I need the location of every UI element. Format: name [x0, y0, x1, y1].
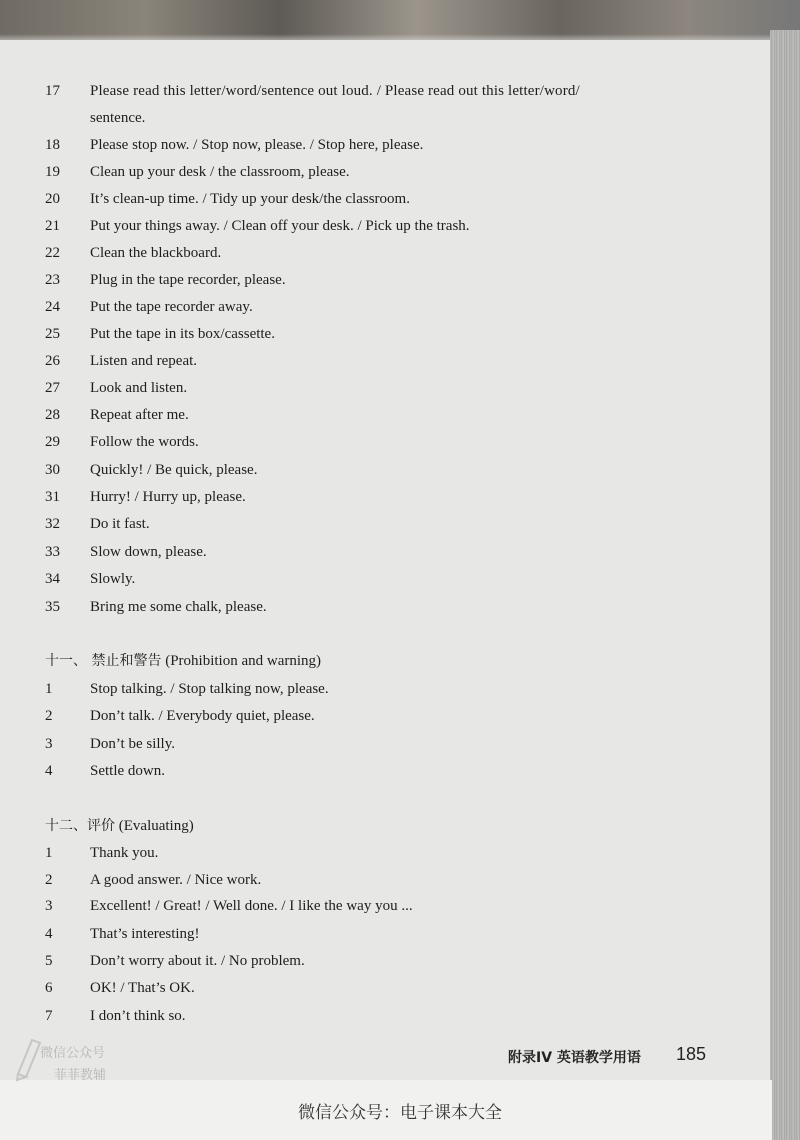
watermark-text-line2: 菲菲教辅	[54, 1068, 107, 1083]
item-number: 4	[45, 926, 53, 942]
item-text: Repeat after me.	[90, 407, 189, 423]
item-number: 19	[45, 164, 60, 180]
item-number: 34	[45, 571, 60, 587]
item-number: 4	[45, 763, 53, 779]
item-text: That’s interesting!	[90, 926, 200, 942]
item-text: I don’t think so.	[90, 1008, 186, 1024]
section-title-cn: 十二、评价	[45, 818, 115, 834]
item-text: Please read this letter/word/sentence out loud. / Please read out this letter/word/	[90, 83, 580, 99]
item-number: 24	[45, 299, 60, 315]
item-number: 31	[45, 489, 60, 505]
item-text: Bring me some chalk, please.	[90, 599, 267, 615]
item-number: 33	[45, 544, 60, 560]
item-number: 35	[45, 599, 60, 615]
section-title-en: (Prohibition and warning)	[165, 653, 322, 669]
item-text-continuation: sentence.	[90, 110, 146, 126]
section-title-cn: 十一、 禁止和警告	[45, 653, 162, 669]
item-text: Clean up your desk / the classroom, please.	[90, 164, 350, 180]
section-title-prohibition	[45, 650, 321, 672]
item-text: It’s clean-up time. / Tidy up your desk/the classroom.	[90, 191, 410, 207]
page-edge-stack	[770, 30, 800, 1140]
section-title-en: (Evaluating)	[118, 818, 194, 834]
item-number: 25	[45, 326, 60, 342]
item-number: 22	[45, 245, 60, 261]
page-number: 185	[676, 1044, 707, 1064]
item-number: 2	[45, 708, 53, 724]
item-text: Please stop now. / Stop now, please. / Stop here, please.	[90, 137, 424, 153]
item-number: 21	[45, 218, 60, 234]
section-title-evaluating	[45, 815, 194, 837]
item-text: Listen and repeat.	[90, 353, 198, 369]
item-number: 7	[45, 1008, 53, 1024]
item-number: 32	[45, 516, 60, 532]
bottom-caption: 微信公众号：电子课本大全	[298, 1103, 502, 1123]
item-text: Stop talking. / Stop talking now, please.	[90, 681, 329, 697]
item-text: Put your things away. / Clean off your desk. / Pick up the trash.	[90, 218, 470, 234]
item-number: 17	[45, 83, 60, 99]
item-text: Put the tape recorder away.	[90, 299, 253, 315]
item-number: 23	[45, 272, 60, 288]
item-text: Plug in the tape recorder, please.	[90, 272, 286, 288]
item-number: 6	[45, 980, 53, 996]
item-number: 20	[45, 191, 60, 207]
running-footer-label: 附录IV 英语教学用语	[508, 1050, 641, 1066]
item-number: 5	[45, 953, 53, 969]
item-number: 27	[45, 380, 60, 396]
item-text: Clean the blackboard.	[90, 245, 222, 261]
item-text: Excellent! / Great! / Well done. / I like the way you ...	[90, 898, 413, 914]
item-text: Follow the words.	[90, 434, 199, 450]
item-text: Don’t talk. / Everybody quiet, please.	[90, 708, 315, 724]
item-text: Thank you.	[90, 845, 159, 861]
item-text: Don’t worry about it. / No problem.	[90, 953, 305, 969]
item-number: 1	[45, 681, 53, 697]
item-text: Slow down, please.	[90, 544, 207, 560]
item-number: 30	[45, 462, 60, 478]
item-text: OK! / That’s OK.	[90, 980, 195, 996]
item-number: 2	[45, 872, 53, 888]
item-text: A good answer. / Nice work.	[90, 872, 262, 888]
item-number: 26	[45, 353, 60, 369]
item-number: 18	[45, 137, 60, 153]
item-text: Look and listen.	[90, 380, 188, 396]
item-text: Settle down.	[90, 763, 165, 779]
item-number: 3	[45, 898, 53, 914]
item-number: 1	[45, 845, 53, 861]
item-text: Hurry! / Hurry up, please.	[90, 489, 246, 505]
item-text: Don’t be silly.	[90, 736, 175, 752]
item-text: Quickly! / Be quick, please.	[90, 462, 258, 478]
item-text: Do it fast.	[90, 516, 150, 532]
item-text: Slowly.	[90, 571, 136, 587]
item-number: 29	[45, 434, 60, 450]
item-number: 28	[45, 407, 60, 423]
item-number: 3	[45, 736, 53, 752]
watermark-text-line1: 微信公众号	[40, 1046, 106, 1061]
item-text: Put the tape in its box/cassette.	[90, 326, 275, 342]
